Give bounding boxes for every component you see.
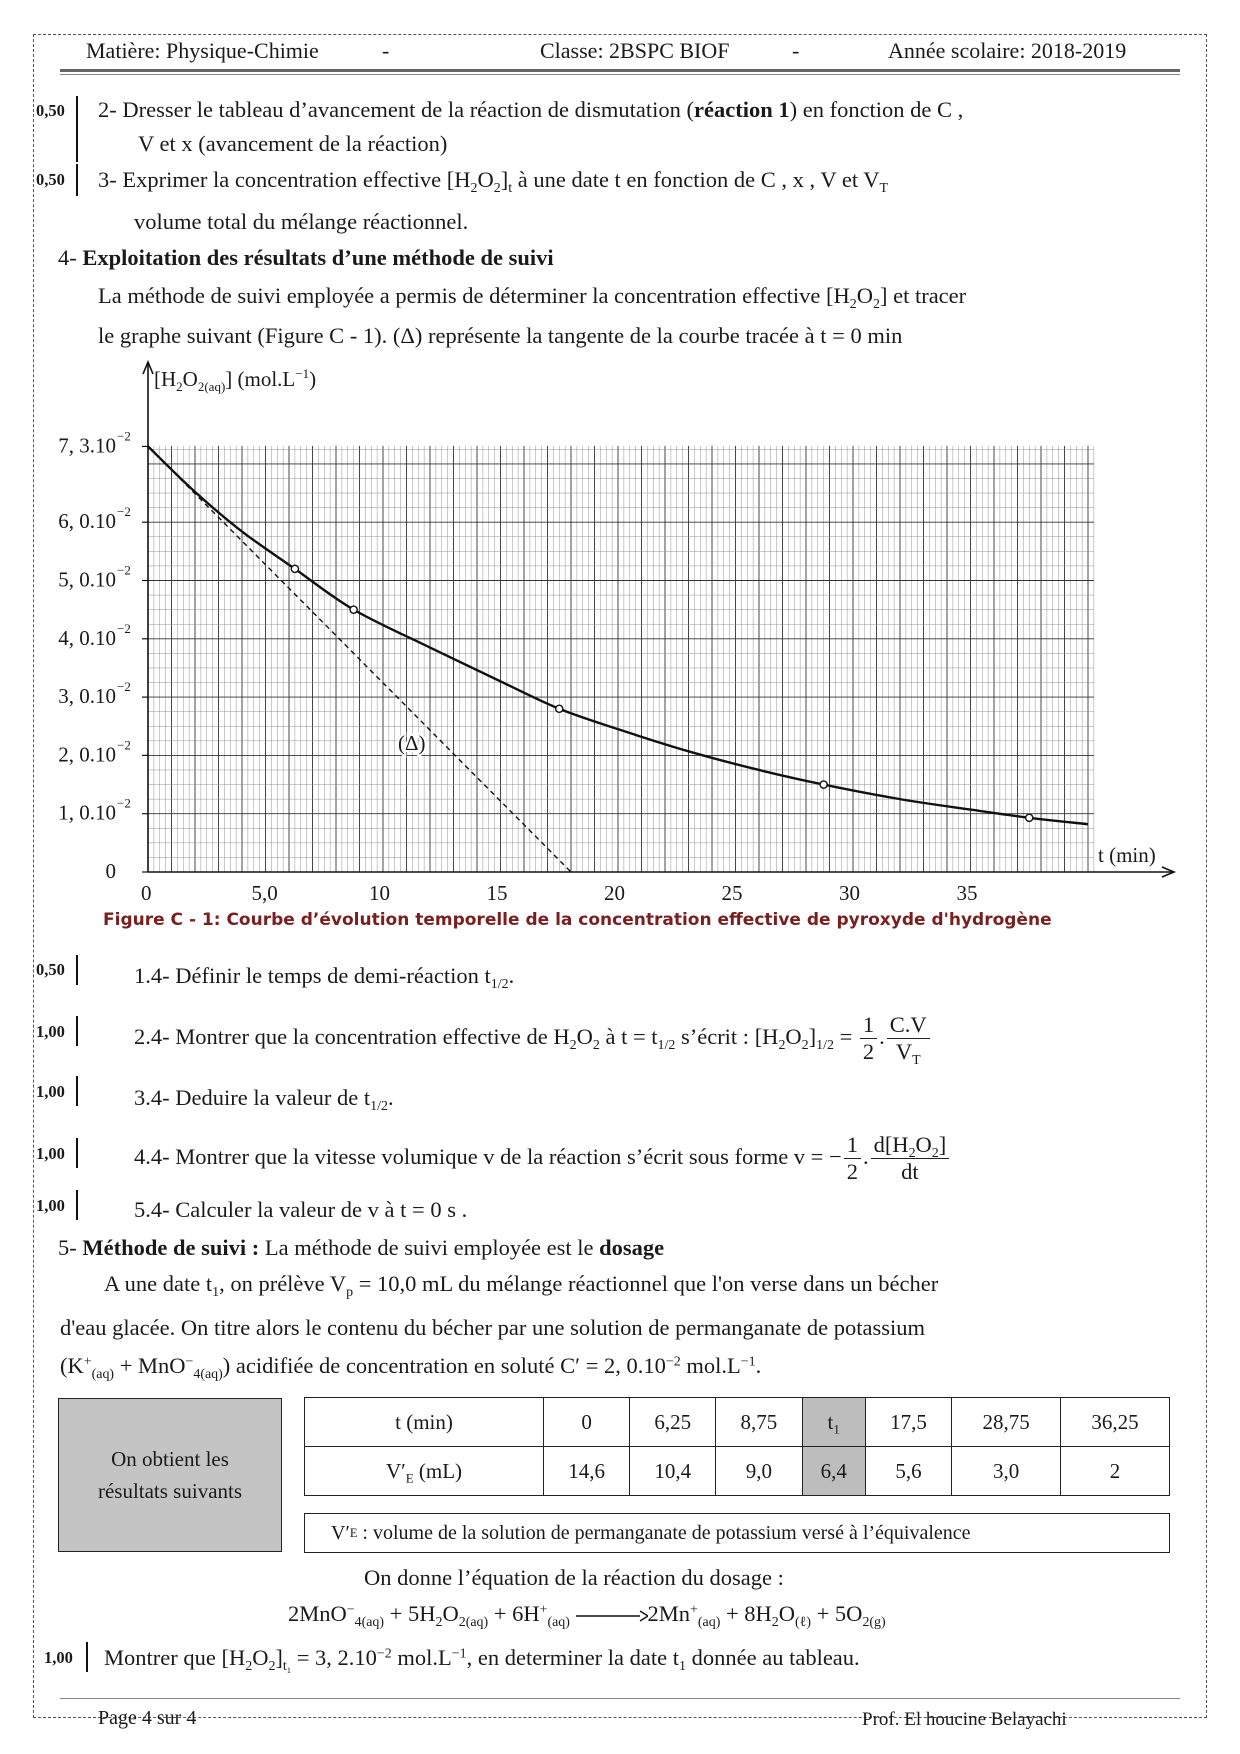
table-cell: 9,0 xyxy=(716,1447,802,1496)
points-bar xyxy=(76,1016,78,1046)
final-question: Montrer que $[H_2O_2]_{t_1} = 3$, $2.10^{-2}$ $mol.L^{-1}$, en determiner la date $t_1$ donnée au tableau. xyxy=(104,1645,860,1675)
y-tick-exponent: −2 xyxy=(117,562,131,578)
points: 1,00 xyxy=(36,1022,65,1041)
table-cell-highlighted: 6,4 xyxy=(802,1447,865,1496)
points: 1,00 xyxy=(44,1648,73,1667)
y-tick-label: 6, 0.10 xyxy=(58,509,116,534)
y-tick-label: 7, 3.10 xyxy=(58,433,116,458)
table-cell: 5,6 xyxy=(865,1447,951,1496)
y-tick-label: 3, 0.10 xyxy=(58,684,116,709)
table-row xyxy=(305,1398,1170,1447)
header-rule xyxy=(60,69,1180,72)
data-point xyxy=(350,606,357,613)
x-tick-label: 10 xyxy=(369,881,390,905)
table-header-cell: $V'_E$ (mL) xyxy=(305,1447,544,1496)
y-tick-exponent: −2 xyxy=(117,428,131,444)
y-tick-label: 4, 0.10 xyxy=(58,625,116,650)
footer-rule xyxy=(60,1698,1180,1699)
question-3: 3- Exprimer la concentration effective $[H_2O_2]_t$ à une date t en fonction de C , x , V et $V_T$ xyxy=(98,167,889,196)
footer-page: Page 4 sur 4 xyxy=(98,1707,197,1729)
table-cell: 8,75 xyxy=(716,1398,802,1447)
arrow-icon xyxy=(576,1609,648,1623)
header-separator: - xyxy=(792,38,800,63)
x-tick-label: 0 xyxy=(141,881,152,905)
y-tick-label: 2, 0.10 xyxy=(58,742,116,767)
header-class: Classe: 2BSPC BIOF xyxy=(540,38,730,63)
points-bar xyxy=(76,96,78,162)
points: 1,00 xyxy=(36,1144,65,1163)
question-2-4: 2.4- Montrer que la concentration effective de $H_2O_2$ à $t = t_{1/2}$ s’écrit : $[H_2O_2]_{1/2}$ = $\frac{1}{2}$ . $\frac{C.V}{V_T}$ xyxy=(134,1006,932,1068)
header-year: Année scolaire: 2018-2019 xyxy=(888,38,1127,63)
data-point xyxy=(1026,814,1033,821)
figure-caption: Figure C - 1: Courbe d’évolution temporelle de la concentration effective de pyroxyde d'hydrogène xyxy=(103,910,1052,930)
table-header-cell: t (min) xyxy=(305,1398,544,1447)
y-tick-label: 0 xyxy=(105,859,116,883)
question-4-4: 4.4- Montrer que la vitesse volumique v de la réaction s’écrit sous forme v = − $\frac{1}{2}$ . $\frac{d[H_2O_2]}{dt}$ xyxy=(134,1126,951,1188)
points: 0,50 xyxy=(36,960,65,979)
chart-labels xyxy=(154,366,1156,867)
x-tick-label: 5,0 xyxy=(251,881,278,905)
points: 0,50 xyxy=(36,101,65,120)
points: 0,50 xyxy=(36,170,65,189)
y-tick-exponent: −2 xyxy=(117,504,131,520)
points-bar xyxy=(76,1076,78,1106)
concentration-chart xyxy=(0,360,1240,920)
y-tick-label: 1, 0.10 xyxy=(58,800,116,825)
points-bar xyxy=(76,1190,78,1220)
table-cell: 6,25 xyxy=(630,1398,716,1447)
results-table xyxy=(304,1397,1170,1496)
dosage-equation: $2MnO^-_{4(aq)} + 5H_2O_{2(aq)} + 6H^+_{(aq)}$ $2Mn^+_{(aq)} + 8H_2O_{(\ell)} + 5O_{2(g)}$ xyxy=(288,1601,886,1630)
header-separator: - xyxy=(382,38,390,63)
data-point xyxy=(291,565,298,572)
section-5-text: A une date $t_1$, on prélève $V_p = 10,0$ mL du mélange réactionnel que l'on verse dans un bécher xyxy=(104,1271,939,1300)
data-point xyxy=(820,781,827,788)
table-row xyxy=(305,1447,1170,1496)
dosage-intro: On donne l’équation de la réaction du dosage : xyxy=(364,1565,784,1590)
table-cell: 28,75 xyxy=(952,1398,1061,1447)
table-cell-unknown: $t_1$ xyxy=(802,1398,865,1447)
points-bar xyxy=(76,955,78,985)
x-axis-label: t (min) xyxy=(1098,843,1156,867)
section-5-title: 5- Méthode de suivi : La méthode de suivi employée est le dosage xyxy=(58,1235,665,1260)
y-tick-exponent: −2 xyxy=(117,795,131,811)
question-1-4: 1.4- Définir le temps de demi-réaction $t_{1/2}$. xyxy=(134,963,515,992)
x-tick-label: 30 xyxy=(839,881,860,905)
footer-author: Prof. El houcine Belayachi xyxy=(862,1709,1067,1730)
x-tick-label: 15 xyxy=(486,881,508,905)
section-5-text: $(K^+_{(aq)} + MnO^-_{4(aq)})$ acidifiée de concentration en soluté C′ = 2, $0.10^{-2}$ $mol.L^{-1}$. xyxy=(60,1353,762,1382)
header-subject: Matière: Physique-Chimie xyxy=(86,38,319,63)
table-cell: 10,4 xyxy=(630,1447,716,1496)
points-bar xyxy=(76,164,78,196)
y-tick-exponent: −2 xyxy=(117,737,131,753)
table-cell: 3,0 xyxy=(952,1447,1061,1496)
question-3-4: 3.4- Deduire la valeur de $t_{1/2}$. xyxy=(134,1085,394,1114)
question-2: 2- Dresser le tableau d’avancement de la réaction de dismutation (réaction 1) en fonction de C , xyxy=(98,97,964,122)
header-rule xyxy=(60,74,1180,75)
y-tick-label: 5, 0.10 xyxy=(58,567,116,592)
question-5-4: 5.4- Calculer la valeur de v à t = 0 s . xyxy=(134,1197,468,1222)
points-bar xyxy=(76,1138,78,1168)
points: 1,00 xyxy=(36,1082,65,1101)
y-tick-exponent: −2 xyxy=(117,679,131,695)
question-3-cont: volume total du mélange réactionnel. xyxy=(134,209,469,234)
x-tick-label: 35 xyxy=(956,881,978,905)
table-note: V′ E : volume de la solution de permanganate de potassium versé à l’équivalence xyxy=(304,1513,1170,1553)
table-cell: 36,25 xyxy=(1061,1398,1170,1447)
table-cell: 2 xyxy=(1061,1447,1170,1496)
data-point xyxy=(556,705,563,712)
y-axis-label: $[H_2O_{2(aq)}]$ $(mol.L^{-1})$ xyxy=(154,366,317,394)
section-4-text: le graphe suivant (Figure C - 1). (Δ) représente la tangente de la courbe tracée à t = 0 min xyxy=(98,323,903,348)
question-2-cont: V et x (avancement de la réaction) xyxy=(138,131,448,156)
table-cell: 17,5 xyxy=(865,1398,951,1447)
y-tick-exponent: −2 xyxy=(117,620,131,636)
section-4-text: La méthode de suivi employée a permis de déterminer la concentration effective $[H_2O_2]$ et tracer xyxy=(98,283,967,312)
x-tick-label: 25 xyxy=(721,881,743,905)
chart-ticks xyxy=(58,428,977,905)
section-5-text: d'eau glacée. On titre alors le contenu du bécher par une solution de permanganate de potassium xyxy=(60,1315,925,1340)
table-cell: 0 xyxy=(544,1398,630,1447)
results-label-box: On obtient les résultats suivants xyxy=(58,1398,282,1552)
tangent-label: (Δ) xyxy=(398,731,426,755)
table-cell: 14,6 xyxy=(544,1447,630,1496)
x-tick-label: 20 xyxy=(604,881,625,905)
points: 1,00 xyxy=(36,1196,65,1215)
chart-axes xyxy=(143,362,1174,877)
points-bar xyxy=(86,1642,88,1672)
section-4-title: 4- Exploitation des résultats d’une méthode de suivi xyxy=(58,245,554,270)
